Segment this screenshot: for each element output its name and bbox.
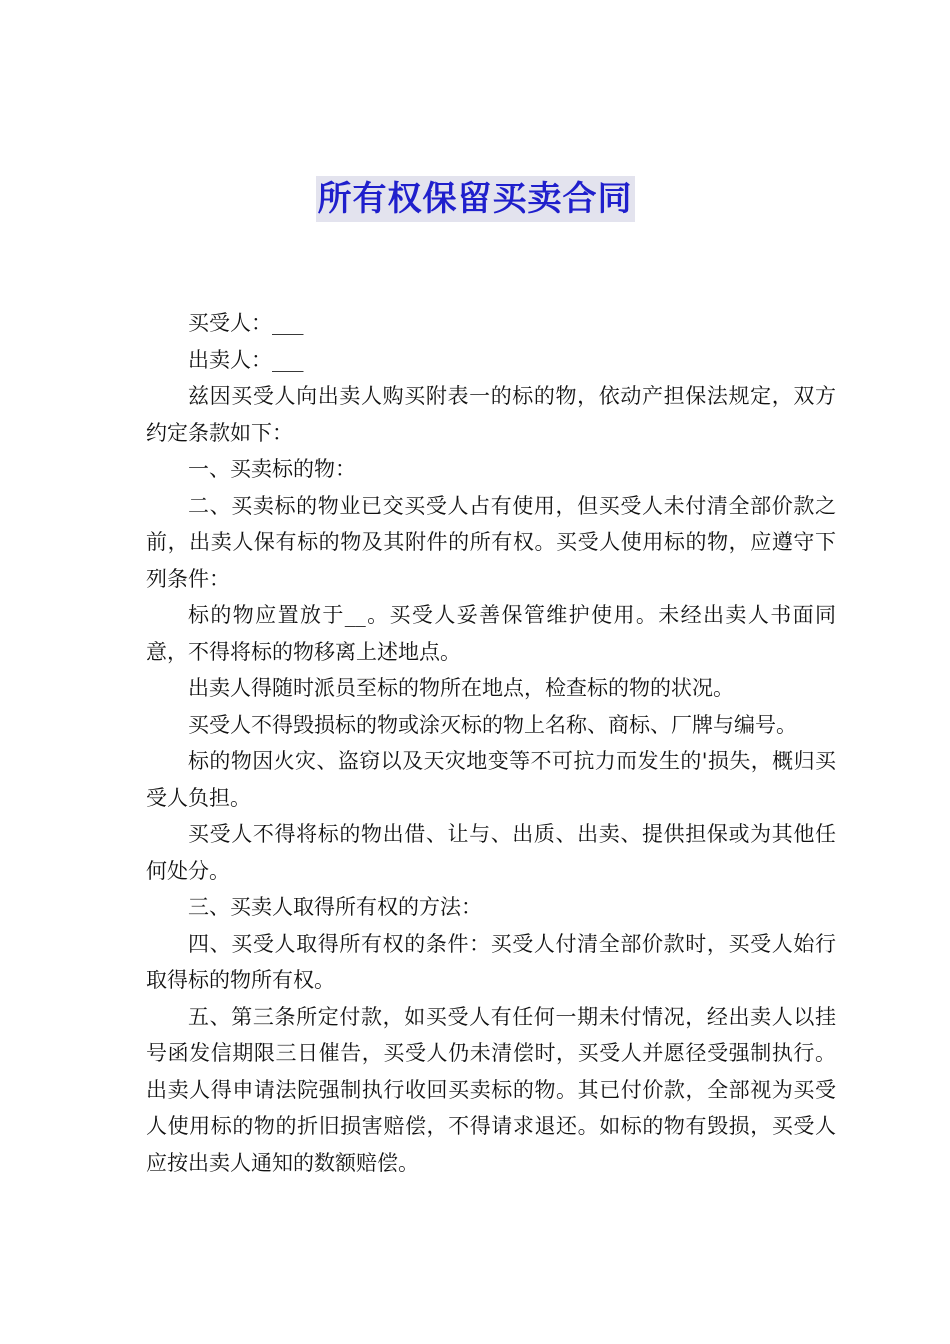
title-container	[0, 176, 950, 222]
paragraph-seller: 出卖人：___	[188, 347, 304, 372]
paragraph-buyer: 买受人：___	[188, 311, 304, 335]
clause-2-item-no-disposal: 买受人不得将标的物出借、让与、出质、出卖、提供担保或为其他任何处分。	[146, 822, 836, 883]
paragraph-preamble: 兹因买受人向出卖人购买附表一的标的物，依动产担保法规定，双方约定条款如下：	[146, 384, 836, 445]
clause-2-item-inspection: 出卖人得随时派员至标的物所在地点，检查标的物的状况。	[188, 676, 734, 700]
contract-body	[146, 305, 836, 1181]
document-title: 所有权保留买卖合同	[316, 176, 635, 222]
clause-2-item-risk: 标的物因火灾、盗窃以及天灾地变等不可抗力而发生的'损失，概归买受人负担。	[146, 749, 836, 810]
clause-3-heading: 三、买卖人取得所有权的方法：	[188, 895, 482, 919]
clause-2: 二、买卖标的物业已交买受人占有使用，但买受人未付清全部价款之前，出卖人保有标的物及其附件的所有权。买受人使用标的物，应遵守下列条件：	[146, 493, 836, 591]
clause-2-item-no-damage: 买受人不得毁损标的物或涂灭标的物上名称、商标、厂牌与编号。	[188, 712, 797, 737]
clause-1-heading: 一、买卖标的物：	[188, 457, 356, 481]
clause-5: 五、第三条所定付款，如买受人有任何一期未付情况，经出卖人以挂号函发信期限三日催告，买受人仍未清偿时，买受人并愿径受强制执行。出卖人得申请法院强制执行收回买卖标的物。其已付价款，全部视为买受人使用标的物的折旧损害赔偿，不得请求退还。如标的物有毁损，买受人应按出卖人通知的数额赔偿。	[146, 1004, 836, 1175]
clause-4: 四、买受人取得所有权的条件：买受人付清全部价款时，买受人始行取得标的物所有权。	[146, 931, 836, 992]
clause-2-item-placement: 标的物应置放于__。买受人妥善保管维护使用。未经出卖人书面同意，不得将标的物移离上述地点。	[146, 603, 836, 664]
